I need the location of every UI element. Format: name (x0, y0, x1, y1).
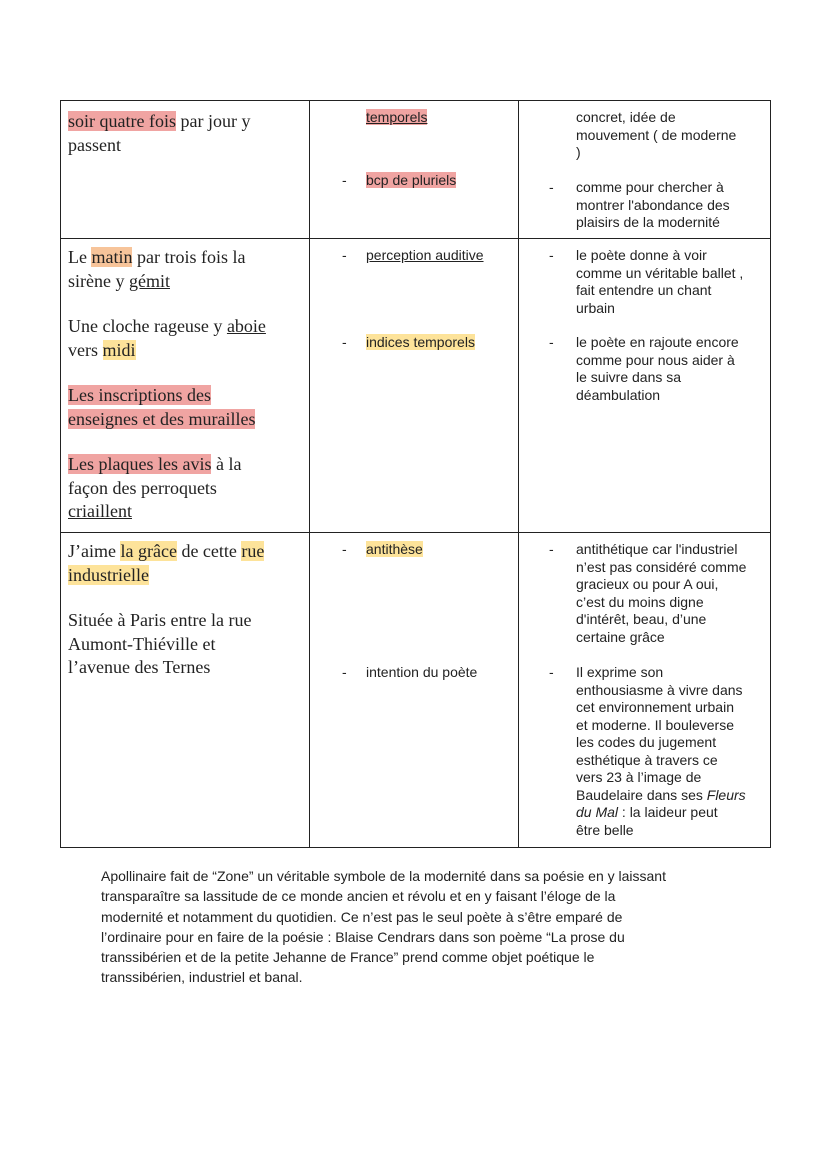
device-item: - antithèse (342, 541, 423, 557)
verse-stanza: Les inscriptions des enseignes et des murailles (68, 385, 256, 429)
paragraph-line: transsibérien, industriel et banal. (101, 969, 303, 986)
paragraph-line: transparaître sa lassitude de ce monde ancien et révolu et en y faisant l’éloge de la (101, 888, 616, 905)
verse-stanza: J’aime la grâce de cette rue industrielle (68, 541, 265, 585)
table-row (61, 239, 771, 533)
highlight: soir quatre fois (68, 111, 176, 131)
comment-cell (519, 239, 771, 533)
verse-stanza: soir quatre fois par jour y passent (68, 111, 251, 155)
verse-stanza: Située à Paris entre la rue Aumont-Thiéville et l’avenue des Ternes (68, 610, 252, 677)
device-cell (310, 101, 519, 239)
comment-item: - le poète en rajoute encore comme pour nous aider à le suivre dans sa déambulation (549, 334, 739, 403)
paragraph-line: Apollinaire fait de “Zone” un véritable symbole de la modernité dans sa poésie en y laissant (101, 868, 666, 884)
verse-stanza: Le matin par trois fois la sirène y gémit (68, 247, 246, 291)
conclusion-paragraph (101, 866, 741, 988)
comment-item: - antithétique car l'industriel n’est pas considéré comme gracieux ou pour A oui, c’est du moins digne d'intérêt, beau, d’une certaine grâce (549, 541, 747, 645)
verse-cell (61, 239, 310, 533)
device-item: - bcp de pluriels (342, 172, 457, 188)
comment-cell (519, 533, 771, 848)
table-row (61, 101, 771, 239)
verse-cell (61, 101, 310, 239)
paragraph-line: modernité et notamment du quotidien. Ce n’est pas le seul poète à s’être emparé de (101, 908, 623, 925)
comment-item: - comme pour chercher à montrer l'abondance des plaisirs de la modernité (549, 179, 730, 230)
device-item: - perception auditive (342, 247, 484, 263)
analysis-table (60, 100, 771, 848)
verse-stanza: Une cloche rageuse y aboie vers midi (68, 316, 266, 360)
comment-item: - Il exprime son enthousiasme à vivre dans cet environnement urbain et moderne. Il bouleverse les codes du jugement esthétique à travers ce vers 23 à l’image de Baudelaire dans ses Fleurs du Mal : la laideur peut être belle (549, 664, 746, 838)
device-item: - indices temporels (342, 334, 475, 350)
paragraph-line: l’ordinaire pour en faire de la poésie : Blaise Cendrars dans son poème “La prose du (101, 928, 625, 945)
device-item: - intention du poète (342, 664, 478, 680)
paragraph-line: transsibérien et de la petite Jehanne de France” prend comme objet poétique le (101, 949, 595, 966)
comment-item: - le poète donne à voir comme un véritable ballet , fait entendre un chant urbain (549, 247, 744, 316)
comment-item: concret, idée de mouvement ( de moderne ) (576, 109, 737, 160)
table-row (61, 533, 771, 848)
comment-cell (519, 101, 771, 239)
verse-stanza: Les plaques les avis à la façon des perroquets criaillent (68, 454, 242, 521)
verse-cell (61, 533, 310, 848)
device-item: temporels (366, 109, 428, 125)
device-cell (310, 239, 519, 533)
device-cell (310, 533, 519, 848)
